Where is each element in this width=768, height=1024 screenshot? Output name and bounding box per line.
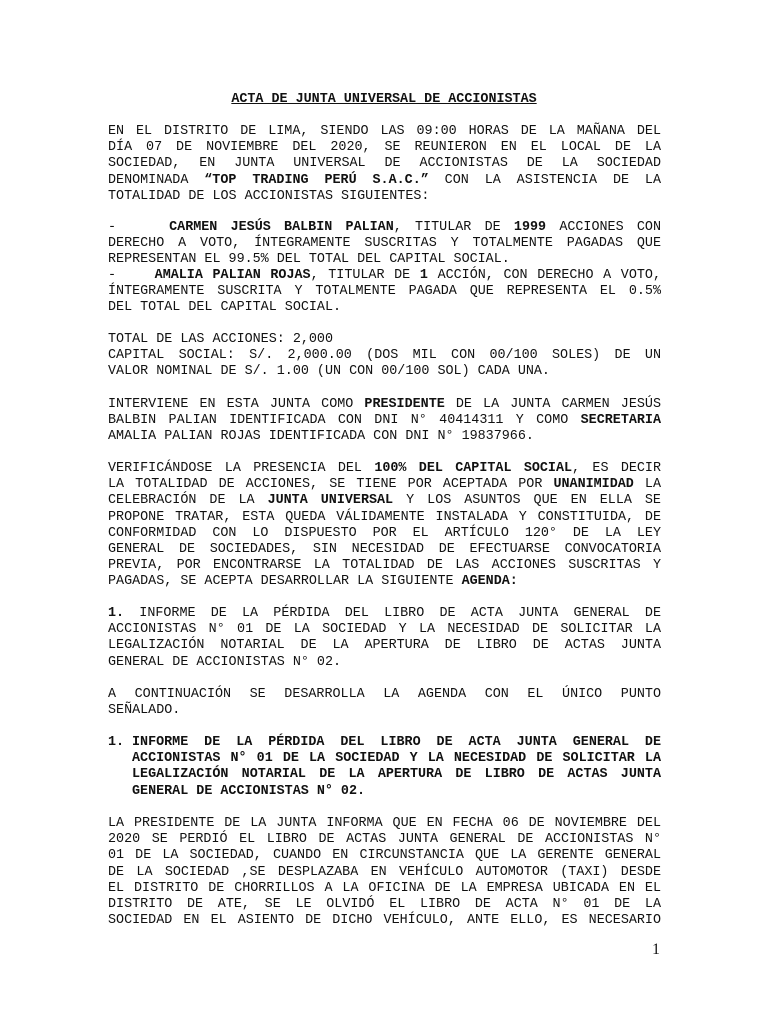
text-line: SEÑALADO. xyxy=(108,703,181,719)
text-line: REPRESENTAN EL 99.5% DEL TOTAL DEL CAPITAL SOCIAL. xyxy=(108,252,510,268)
shareholder-name: AMALIA PALIAN ROJAS xyxy=(154,268,311,283)
page-number: 1 xyxy=(652,941,660,958)
company-name: “TOP TRADING PERÚ S.A.C.” xyxy=(204,172,429,188)
text-line: TOTALIDAD DE LOS ACCIONISTAS SIGUIENTES: xyxy=(108,188,430,204)
text-line: EN EL DISTRITO DE LIMA, SIENDO LAS 09:00 HORAS DE LA MAÑANA DEL xyxy=(108,124,661,139)
text-line: DEL TOTAL DEL CAPITAL SOCIAL. xyxy=(108,300,342,316)
text-line: LEGALIZACIÓN NOTARIAL DE LA APERTURA DE LIBRO DE ACTAS JUNTA xyxy=(132,767,661,783)
section-number: 1. xyxy=(108,735,125,750)
text-line: SOCIEDAD EN EL ASIENTO DE DICHO VEHÍCULO, ANTE ELLO, ES NECESARIO xyxy=(108,913,661,929)
text-line: LA TOTALIDAD DE ACCIONES, SE TIENE POR ACEPTADA POR UNANIMIDAD LA xyxy=(108,477,662,493)
text-line: DENOMINADA “TOP TRADING PERÚ S.A.C.” CON LA ASISTENCIA DE LA xyxy=(108,172,661,188)
text-line: 1. INFORME DE LA PÉRDIDA DEL LIBRO DE ACTA JUNTA GENERAL DE xyxy=(108,606,661,621)
text-line: - CARMEN JESÚS BALBIN PALIAN, TITULAR DE 1999 ACCIONES CON xyxy=(108,220,661,235)
text-line: VERIFICÁNDOSE LA PRESENCIA DEL 100% DEL CAPITAL SOCIAL, ES DECIR xyxy=(108,461,662,476)
text-line: VALOR NOMINAL DE S/. 1.00 (UN CON 00/100 SOL) CADA UNA. xyxy=(108,364,550,380)
text-line: GENERAL DE ACCIONISTAS N° 02. xyxy=(108,654,342,670)
text-line: GENERAL DE SOCIEDADES, SIN NECESIDAD DE EFECTUARSE CONVOCATORIA xyxy=(108,542,661,558)
text-line: A CONTINUACIÓN SE DESARROLLA LA AGENDA CON EL ÚNICO PUNTO xyxy=(108,687,661,702)
text-line: LA PRESIDENTE DE LA JUNTA INFORMA QUE EN FECHA 06 DE NOVIEMBRE DEL xyxy=(108,816,661,831)
shareholder-entry-1 xyxy=(108,220,661,269)
text-line: 2020 SE PERDIÓ EL LIBRO DE ACTAS JUNTA GENERAL DE ACCIONISTAS N° xyxy=(108,832,661,848)
text-line: CAPITAL SOCIAL: S/. 2,000.00 (DOS MIL CON 00/100 SOLES) DE UN xyxy=(108,348,661,364)
text-line: DÍA 07 DE NOVIEMBRE DEL 2020, SE REUNIERON EN EL LOCAL DE LA xyxy=(108,140,661,156)
text-line: AMALIA PALIAN ROJAS IDENTIFICADA CON DNI N° 19837966. xyxy=(108,429,534,445)
text-line: TOTAL DE LAS ACCIONES: 2,000 xyxy=(108,332,333,347)
report-paragraph xyxy=(108,816,661,929)
shareholder-name: CARMEN JESÚS BALBIN PALIAN xyxy=(169,220,394,235)
text-line: GENERAL DE ACCIONISTAS N° 02. xyxy=(132,783,366,799)
text-line: CELEBRACIÓN DE LA JUNTA UNIVERSAL Y LOS ASUNTOS QUE EN ELLA SE xyxy=(108,493,661,509)
officers-paragraph xyxy=(108,397,661,446)
continuation-paragraph xyxy=(108,687,661,719)
text-line: LEGALIZACIÓN NOTARIAL DE LA APERTURA DE LIBRO DE ACTAS JUNTA xyxy=(108,638,661,654)
shareholder-entry-2 xyxy=(108,268,661,317)
text-line: CONFORMIDAD CON LO DISPUESTO POR EL ARTÍCULO 120° DE LA LEY xyxy=(108,525,661,541)
agenda-number: 1. xyxy=(108,606,125,621)
text-line: ACCIONISTAS N° 01 DE LA SOCIEDAD Y LA NECESIDAD DE SOLICITAR LA xyxy=(132,751,661,767)
text-line: 01 DE LA SOCIEDAD, CUANDO EN CIRCUNSTANCIA QUE LA GERENTE GENERAL xyxy=(108,848,661,864)
text-line: PROPONE TRATAR, ESTA QUEDA VÁLIDAMENTE INSTALADA Y CONSTITUIDA, DE xyxy=(108,509,661,525)
text-line: - AMALIA PALIAN ROJAS, TITULAR DE 1 ACCIÓN, CON DERECHO A VOTO, xyxy=(108,268,661,283)
section-heading xyxy=(132,735,661,800)
text-line: BALBIN PALIAN IDENTIFICADA CON DNI N° 40414311 Y COMO SECRETARIA xyxy=(108,413,661,429)
text-line: DERECHO A VOTO, ÍNTEGRAMENTE SUSCRITAS Y TOTALMENTE PAGADAS QUE xyxy=(108,236,661,252)
capital-paragraph xyxy=(108,332,661,381)
text-line: INFORME DE LA PÉRDIDA DEL LIBRO DE ACTA JUNTA GENERAL DE xyxy=(132,735,661,750)
text-line: ACCIONISTAS N° 01 DE LA SOCIEDAD Y LA NECESIDAD DE SOLICITAR LA xyxy=(108,622,661,638)
text-line: ÍNTEGRAMENTE SUSCRITA Y TOTALMENTE PAGADA QUE REPRESENTA EL 0.5% xyxy=(108,284,661,300)
text-line: INTERVIENE EN ESTA JUNTA COMO PRESIDENTE DE LA JUNTA CARMEN JESÚS xyxy=(108,397,661,412)
verification-paragraph xyxy=(108,461,661,591)
document-title: ACTA DE JUNTA UNIVERSAL DE ACCIONISTAS xyxy=(231,92,537,107)
intro-paragraph xyxy=(108,124,661,205)
text-line: EL DISTRITO DE CHORRILLOS A LA OFICINA DE LA EMPRESA UBICADA EN EL xyxy=(108,880,661,896)
text-line: DISTRITO DE ATE, SE LE OLVIDÓ EL LIBRO DE ACTA N° 01 DE LA xyxy=(108,897,661,913)
text-line: SOCIEDAD, EN JUNTA UNIVERSAL DE ACCIONISTAS DE LA SOCIEDAD xyxy=(108,156,661,172)
agenda-item xyxy=(108,606,661,671)
text-line: PAGADAS, SE ACEPTA DESARROLLAR LA SIGUIENTE AGENDA: xyxy=(108,574,518,590)
text-line: DE LA SOCIEDAD ,SE DESPLAZABA EN VEHÍCULO AUTOMOTOR (TAXI) DESDE xyxy=(108,864,661,880)
text-line: PREVIA, POR ENCONTRARSE LA TOTALIDAD DE LAS ACCIONES SUSCRITAS Y xyxy=(108,558,661,574)
